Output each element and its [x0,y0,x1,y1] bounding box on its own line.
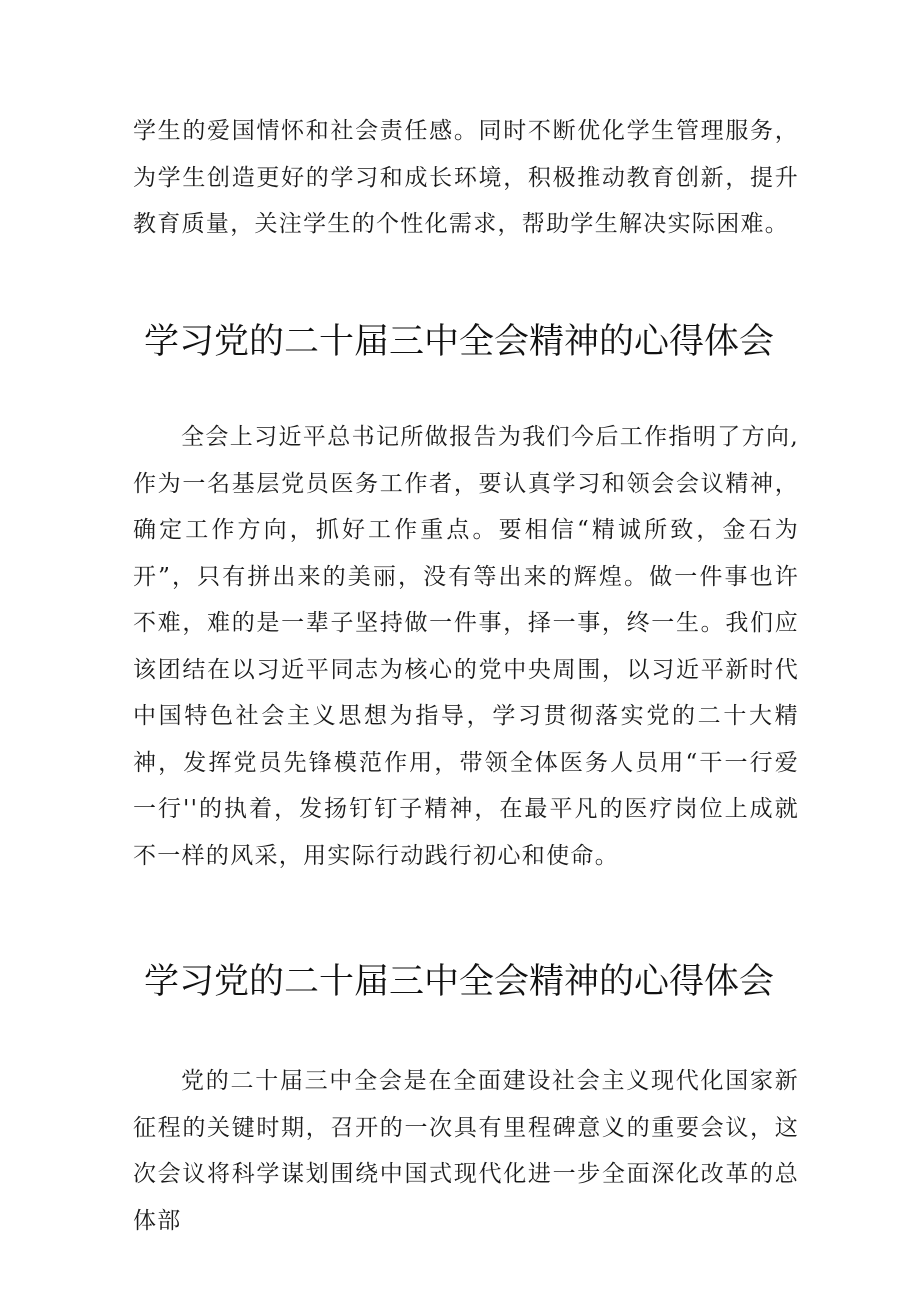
section-heading-2: 学习党的二十届三中全会精神的心得体会 [144,962,775,1002]
section-heading-1: 学习党的二十届三中全会精神的心得体会 [144,322,775,362]
section-paragraph-1: 全会上习近平总书记所做报告为我们今后工作指明了方向,作为一名基层党员医务工作者，要认真学习和领会会议精神，确定工作方向，抓好工作重点。要相信“精诚所致，金石为开”，只有拼出来的美丽，没有等出来的辉煌。做一件事也许不难，难的是一辈子坚持做一件事，择一事，终一生。我们应该团结在以习近平同志为核心的党中央周围，以习近平新时代中国特色社会主义思想为指导，学习贯彻落实党的二十大精神，发挥党员先锋模范作用，带领全体医务人员用“干一行爱一行''的执着，发扬钉钉子精神，在最平凡的医疗岗位上成就不一样的风采，用实际行动践行初心和使命。 [133,424,799,869]
intro-paragraph: 学生的爱国情怀和社会责任感。同时不断优化学生管理服务，为学生创造更好的学习和成长环境，积极推动教育创新，提升教育质量，关注学生的个性化需求，帮助学生解决实际困难。 [133,118,799,237]
section-paragraph-2: 党的二十届三中全会是在全面建设社会主义现代化国家新征程的关键时期，召开的一次具有里程碑意义的重要会议，这次会议将科学谋划围绕中国式现代化进一步全面深化改革的总体部 [133,1068,799,1234]
